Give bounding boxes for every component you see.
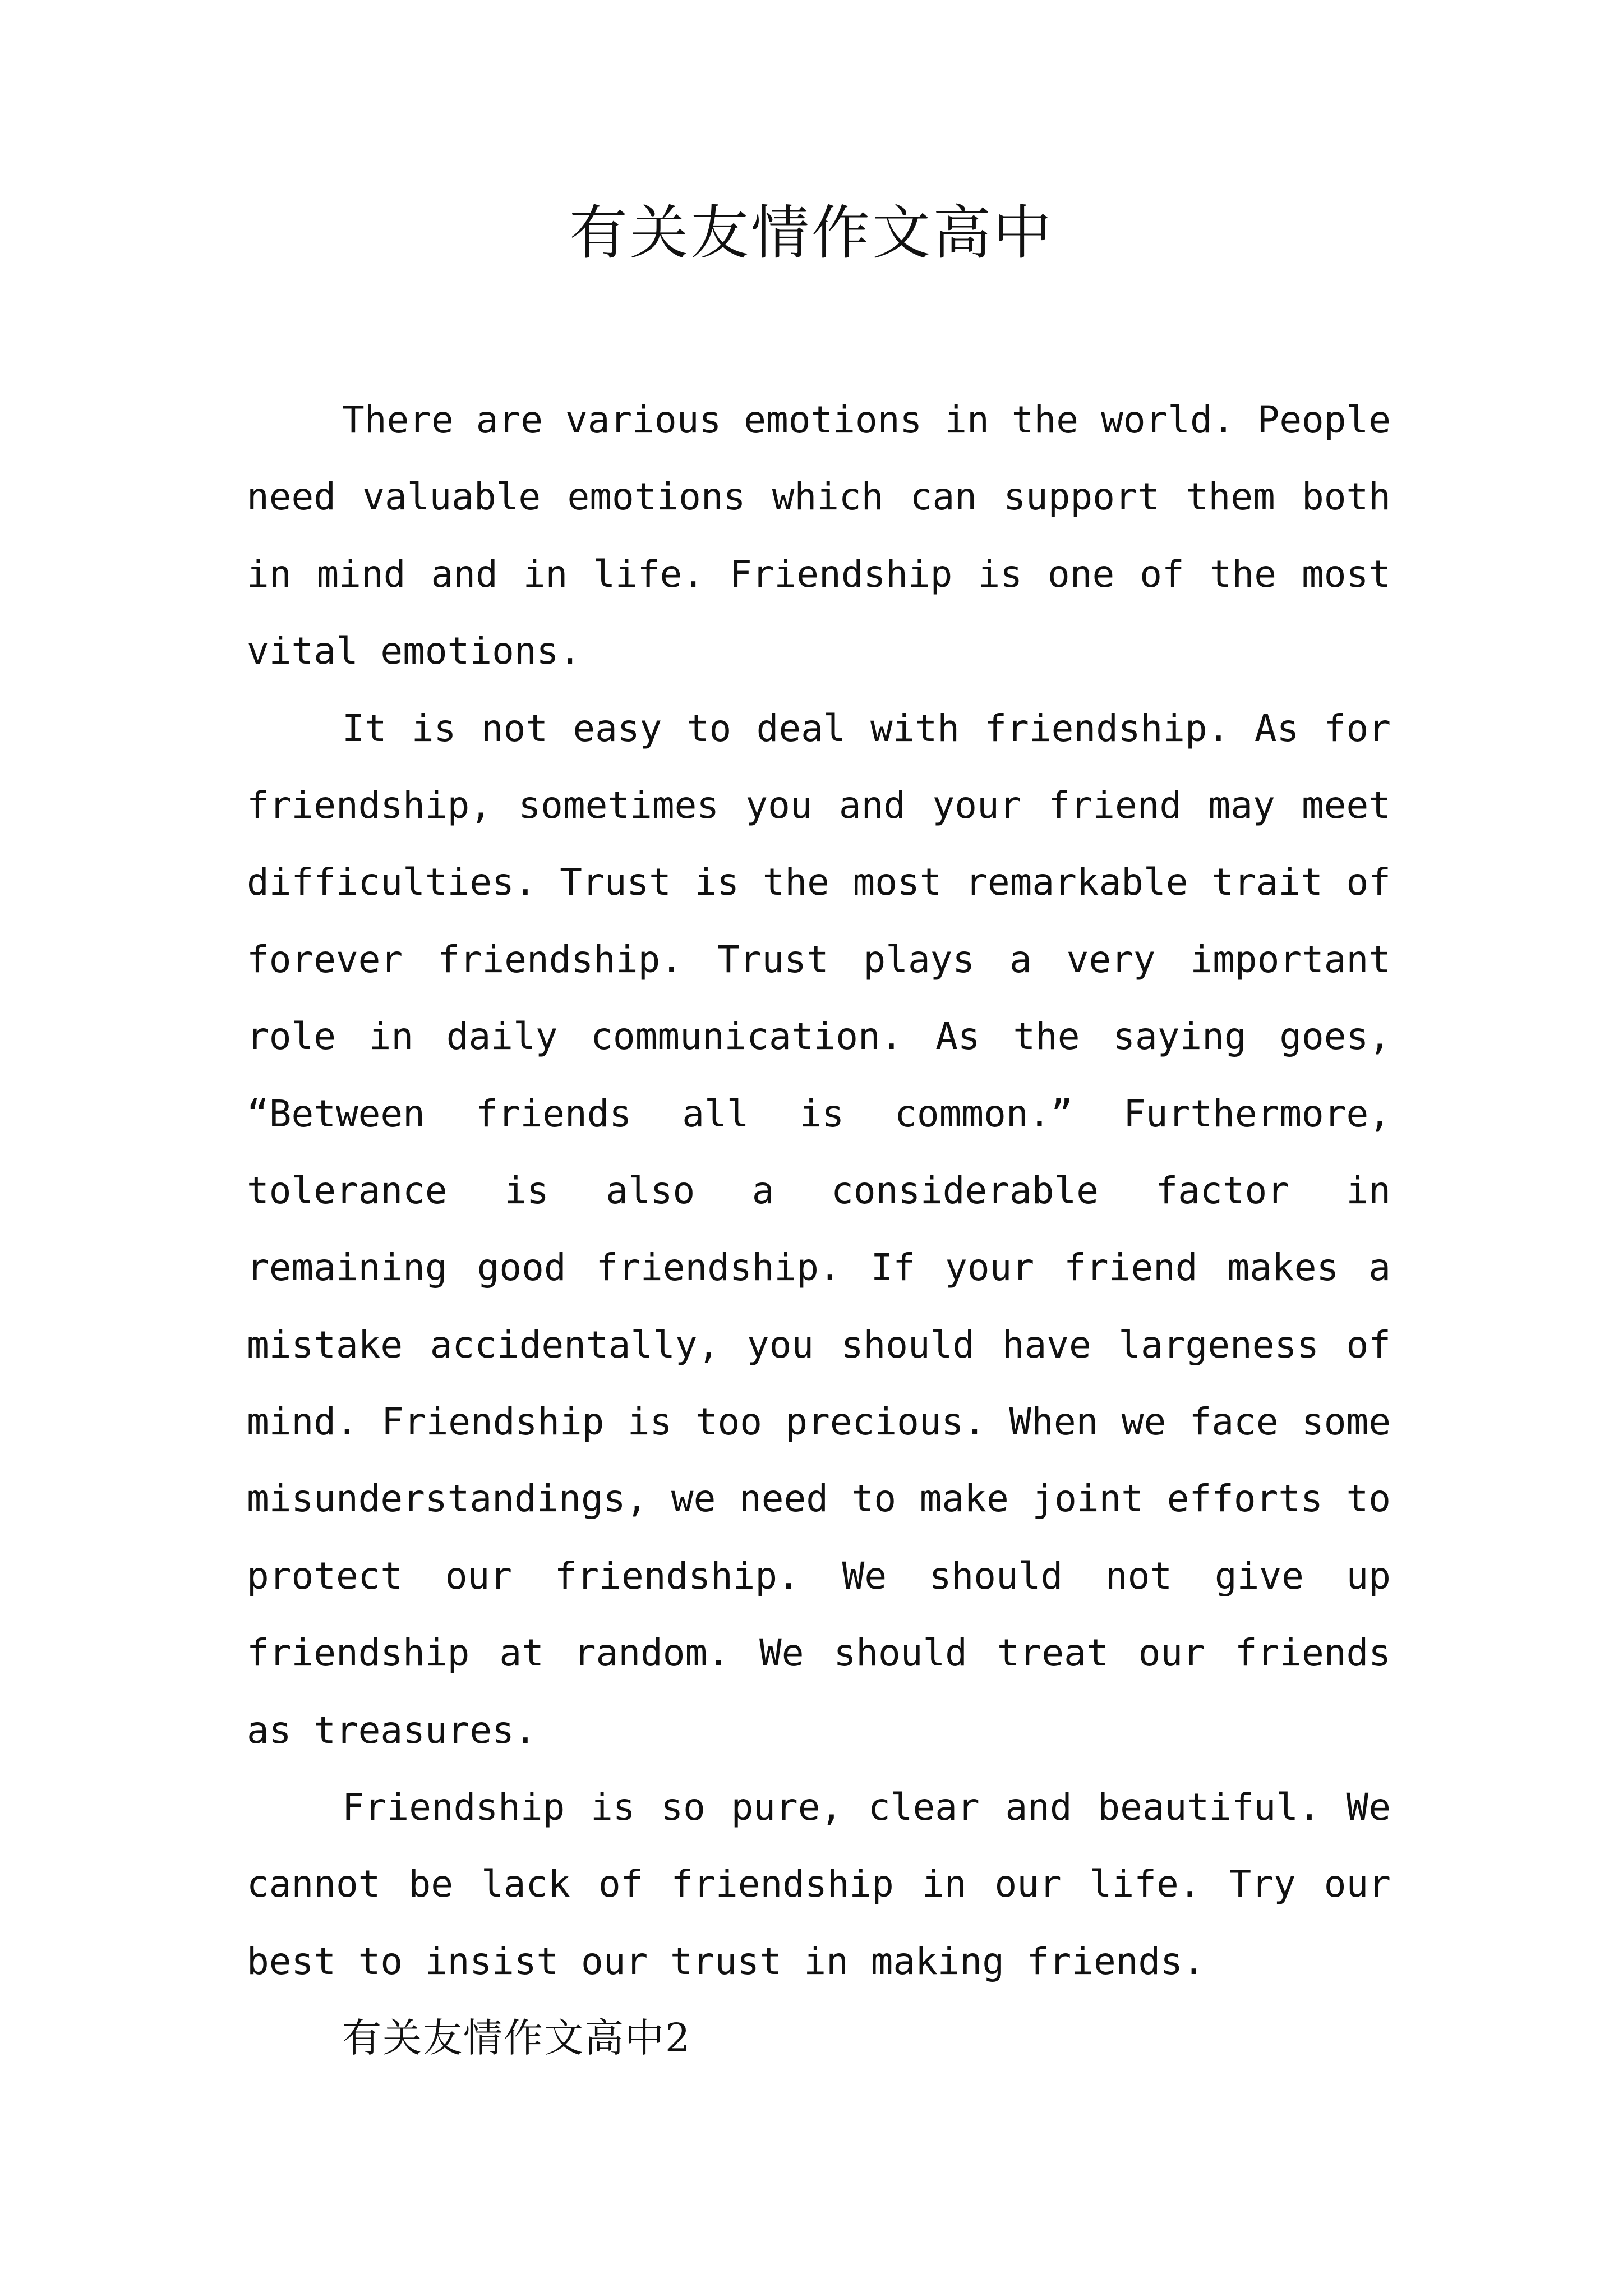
paragraph-2-line-6: “Between friends all is common.” Furthermore, bbox=[247, 1092, 1391, 1135]
paragraph-2-line-14: as treasures. bbox=[247, 1708, 537, 1752]
paragraph-1-line-2: need valuable emotions which can support them both bbox=[247, 475, 1391, 519]
paragraph-2-line-8: remaining good friendship. If your friend makes a bbox=[247, 1246, 1391, 1290]
section-heading-2: 有关友情作文高中2 bbox=[342, 2015, 691, 2062]
paragraph-2-line-1: It is not easy to deal with friendship. As for bbox=[342, 706, 1391, 750]
paragraph-1-line-1: There are various emotions in the world. People bbox=[342, 398, 1391, 441]
paragraph-1-line-4: vital emotions. bbox=[247, 629, 582, 673]
paragraph-2-line-13: friendship at random. We should treat our friends bbox=[247, 1631, 1391, 1675]
paragraph-2-line-9: mistake accidentally, you should have largeness of bbox=[247, 1323, 1391, 1366]
paragraph-2-line-12: protect our friendship. We should not give up bbox=[247, 1554, 1391, 1598]
paragraph-2-line-5: role in daily communication. As the saying goes, bbox=[247, 1015, 1391, 1059]
paragraph-2-line-2: friendship, sometimes you and your friend may meet bbox=[247, 783, 1391, 827]
paragraph-2-line-3: difficulties. Trust is the most remarkable trait of bbox=[247, 861, 1391, 904]
paragraph-3-line-1: Friendship is so pure, clear and beautiful. We bbox=[342, 1786, 1391, 1829]
paragraph-2-line-4: forever friendship. Trust plays a very important bbox=[247, 937, 1391, 981]
document-title: 有关友情作文高中 bbox=[569, 199, 1054, 267]
document-body bbox=[247, 381, 1391, 2077]
paragraph-1-line-3: in mind and in life. Friendship is one of the most bbox=[247, 552, 1391, 596]
paragraph-2-line-7: tolerance is also a considerable factor in bbox=[247, 1168, 1391, 1212]
paragraph-2-line-11: misunderstandings, we need to make joint efforts to bbox=[247, 1477, 1391, 1521]
paragraph-3-line-2: cannot be lack of friendship in our life. Try our bbox=[247, 1862, 1391, 1906]
paragraph-2-line-10: mind. Friendship is too precious. When we face some bbox=[247, 1400, 1391, 1444]
paragraph-3-line-3: best to insist our trust in making friends. bbox=[247, 1939, 1205, 1983]
